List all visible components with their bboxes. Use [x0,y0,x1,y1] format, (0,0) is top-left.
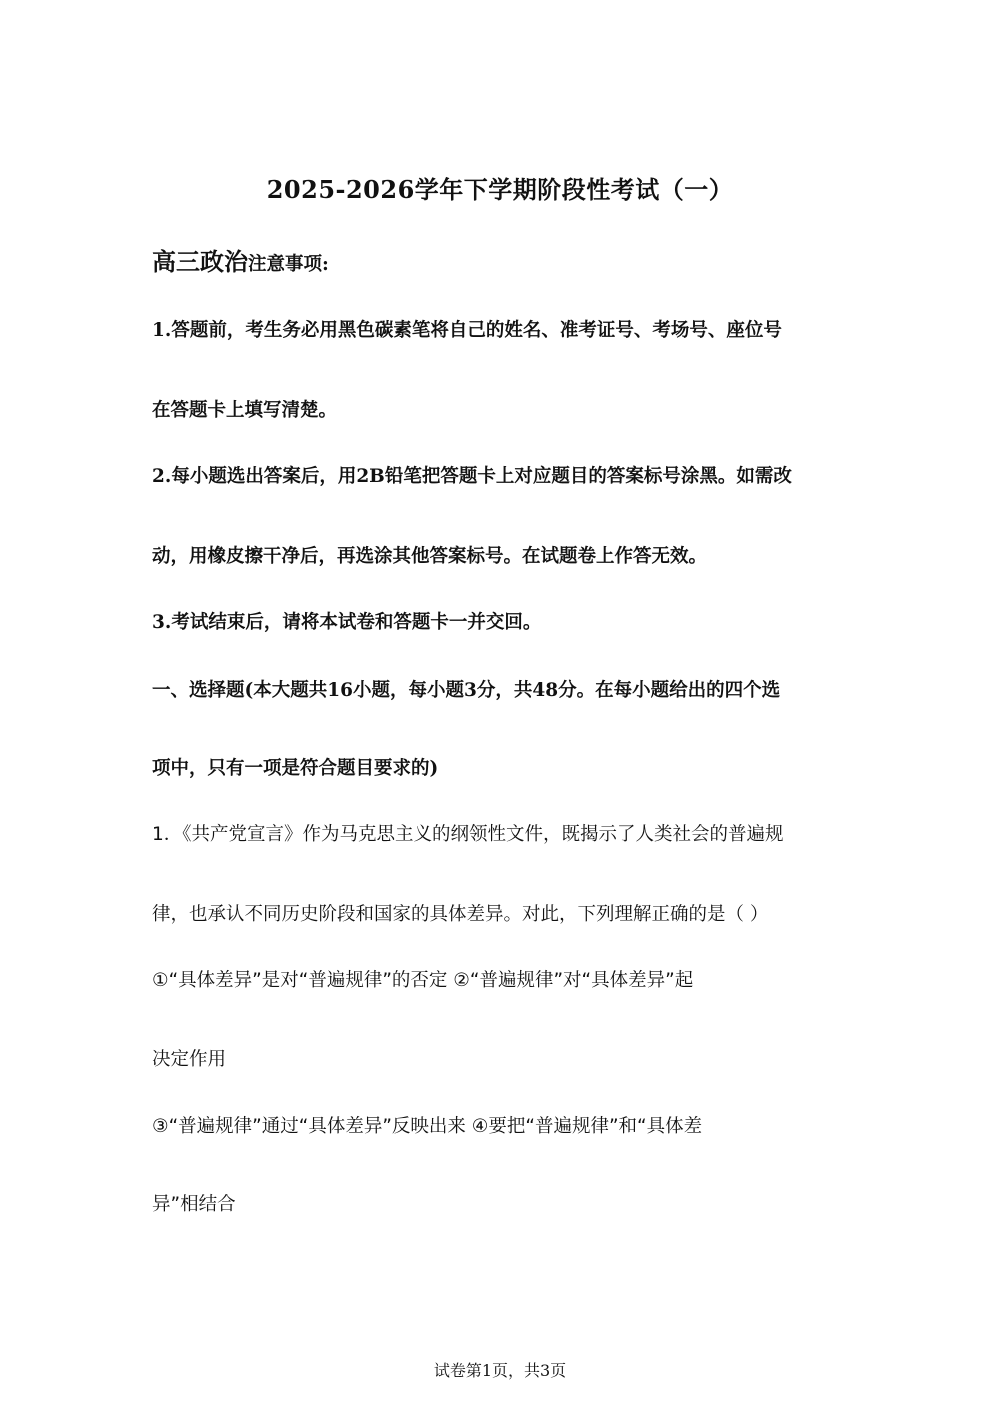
instruction-line: 动，用橡皮擦干净后，再选涂其他答案标号。在试题卷上作答无效。 [152,546,708,567]
instruction-line: 1.答题前，考生务必用黑色碳素笔将自己的姓名、准考证号、考场号、座位号 [152,320,782,341]
instruction-line: 2.每小题选出答案后，用2B铅笔把答题卡上对应题目的答案标号涂黑。如需改 [152,466,792,487]
instruction-line: 3.考试结束后，请将本试卷和答题卡一并交回。 [152,612,542,633]
question-option: ①“具体差异”是对“普遍规律”的否定 ②“普遍规律”对“具体差异”起 [152,970,694,991]
question-option: 异”相结合 [152,1194,236,1215]
subject-name: 高三政治 [152,248,248,276]
subject-line [152,242,872,277]
question-text: 1．《共产党宣言》作为马克思主义的纲领性文件，既揭示了人类社会的普遍规 [152,824,784,845]
question-option: ③“普遍规律”通过“具体差异”反映出来 ④要把“普遍规律”和“具体差 [152,1116,703,1137]
section-heading: 项中，只有一项是符合题目要求的) [152,758,439,779]
section-heading: 一、选择题(本大题共16小题，每小题3分，共48分。在每小题给出的四个选 [152,680,781,701]
page-footer: 试卷第1页，共3页 [433,1361,567,1380]
notice-label: 注意事项: [248,254,329,275]
question-text: 律，也承认不同历史阶段和国家的具体差异。对此，下列理解正确的是（ ） [152,904,769,925]
question-option: 决定作用 [152,1049,227,1070]
exam-title: 2025-2026学年下学期阶段性考试（一） [266,175,734,204]
instruction-line: 在答题卡上填写清楚。 [152,400,338,421]
